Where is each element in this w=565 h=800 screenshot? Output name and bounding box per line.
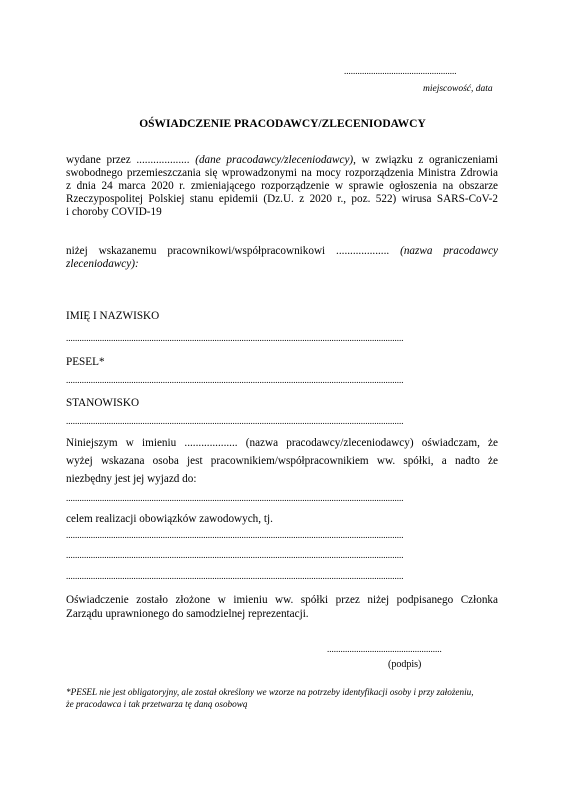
purpose-dotted-line-1: ...................................................................................................................................................... (66, 530, 404, 540)
position-dotted-line: ...................................................................................................................................................... (66, 416, 404, 426)
pesel-label: PESEL* (66, 356, 105, 368)
signature-label: (podpis) (388, 659, 422, 670)
statement-line-3: niezbędny jest jej wyjazd do: (66, 473, 197, 485)
intro-line-5: i choroby COVID-19 (66, 206, 162, 218)
intro-employer-data-hint: (dane pracodawcy/zleceniodawcy) (195, 154, 354, 166)
statement-line-1: Niniejszym w imieniu ................... (nazwa pracodawcy/zleceniodawcy) oświadczam, że (66, 437, 498, 449)
name-label: IMIĘ I NAZWISKO (66, 310, 160, 322)
footnote-line-1: *PESEL nie jest obligatoryjny, ale został określony we wzorze na potrzeby identyfikacji osoby i przy założeniu, (66, 687, 474, 697)
purpose-dotted-line-2: ...................................................................................................................................................... (66, 550, 404, 560)
position-label: STANOWISKO (66, 397, 140, 409)
pesel-dotted-line: ...................................................................................................................................................... (66, 375, 404, 385)
employee-intro-text: niżej wskazanemu pracownikowi/współpracownikowi ................... (66, 245, 390, 257)
place-date-label: miejscowość, data (423, 84, 493, 94)
purpose-dotted-line-3: ...................................................................................................................................................... (66, 571, 404, 581)
statement-line-2: wyżej wskazana osoba jest pracownikiem/współpracownikiem ww. spółki, a nadto że (66, 455, 498, 467)
intro-continuation: , w związku z ograniczeniami (353, 154, 498, 166)
document-title: OŚWIADCZENIE PRACODAWCY/ZLECENIODAWCY (139, 118, 426, 130)
employee-intro-hint: (nazwa pracodawcy (400, 245, 499, 257)
closing-line-1: Oświadczenie zostało złożone w imieniu ww. spółki przez niżej podpisanego Członka (66, 594, 498, 606)
signature-dotted-line: ................................................... (327, 644, 442, 654)
intro-line-2: swobodnego przemieszczania się wprowadzonymi na mocy rozporządzenia Ministra Zdrowia (66, 167, 498, 179)
intro-issuer: wydane przez ................... (66, 154, 190, 166)
employee-intro-line-2: zleceniodawcy): (66, 258, 139, 270)
place-date-dotted-line: .................................................. (344, 66, 457, 76)
destination-dotted-line: ...................................................................................................................................................... (66, 493, 404, 503)
footnote-line-2: że pracodawca i tak przetwarza tę daną osobową (66, 699, 248, 709)
intro-line-4: Rzeczypospolitej Polskiej stanu epidemii (Dz.U. z 2020 r., poz. 522) wirusa SARS-CoV-2 (66, 193, 498, 205)
intro-line-1 (66, 154, 498, 167)
purpose-text: celem realizacji obowiązków zawodowych, tj. (66, 513, 273, 525)
closing-line-2: Zarządu uprawnionego do samodzielnej reprezentacji. (66, 608, 309, 620)
employee-intro-line-1 (66, 245, 498, 258)
intro-line-3: z dnia 24 marca 2020 r. zmieniającego rozporządzenie w sprawie ogłoszenia na obszarze (66, 180, 498, 192)
name-dotted-line: ...................................................................................................................................................... (66, 333, 404, 343)
